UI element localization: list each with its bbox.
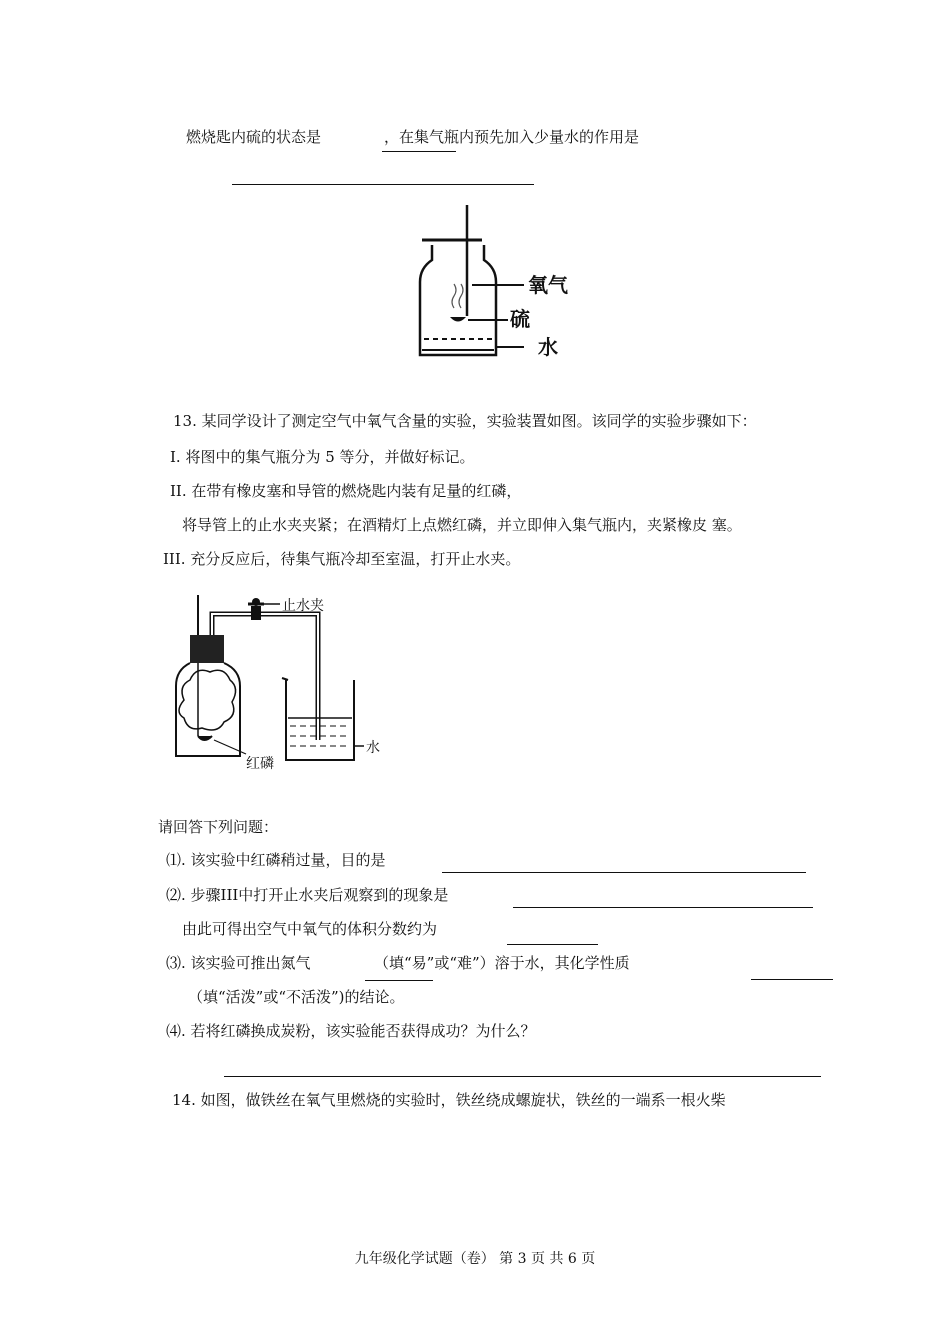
label-water: 水: [538, 335, 558, 359]
q13-sub3-blank-solubility[interactable]: [365, 980, 433, 981]
page-footer: 九年级化学试题（卷） 第 3 页 共 6 页: [354, 1251, 596, 1267]
q13-sub2: ⑵. 步骤III中打开止水夹后观察到的现象是: [166, 886, 449, 904]
q13-prompt: 请回答下列问题：: [158, 818, 279, 836]
q13-sub1: ⑴. 该实验中红磷稍过量，目的是: [166, 851, 386, 869]
q12-line1-part2: ，在集气瓶内预先加入少量水的作用是: [384, 128, 640, 146]
q13-step2-cont: 将导管上的止水夹夹紧；在酒精灯上点燃红磷，并立即伸入集气瓶内，夹紧橡皮 塞。: [182, 516, 742, 534]
phosphorus-apparatus-figure: [168, 590, 388, 770]
q13-step1: I. 将图中的集气瓶分为 5 等分，并做好标记。: [170, 448, 475, 466]
q13-sub2-cont: 由此可得出空气中氧气的体积分数约为: [182, 920, 438, 938]
q13-step3: III. 充分反应后，待集气瓶冷却至室温，打开止水夹。: [163, 550, 521, 568]
q13-sub4-blank[interactable]: [224, 1076, 821, 1077]
label-red-phosphorus: 红磷: [246, 756, 274, 770]
q13-sub3-cont: （填“活泼”或“不活泼”)的结论。: [188, 988, 405, 1006]
label-oxygen: 氧气: [528, 273, 568, 297]
q13-sub3-blank-activity[interactable]: [751, 979, 833, 980]
sulfur-combustion-figure: [412, 200, 592, 365]
q12-line1-part1: 燃烧匙内硫的状态是: [186, 128, 322, 146]
q13-sub3-part1: ⑶. 该实验可推出氮气: [166, 954, 311, 972]
q13-sub2-blank[interactable]: [513, 907, 813, 908]
q12-blank-sulfur-state[interactable]: [382, 151, 456, 152]
q13-sub2-cont-blank[interactable]: [507, 944, 598, 945]
label-water-beaker: 水: [366, 740, 380, 756]
q12-blank-water-purpose[interactable]: [232, 184, 534, 185]
label-clamp: 止水夹: [282, 598, 324, 614]
q13-intro: 13. 某同学设计了测定空气中氧气含量的实验，实验装置如图。该同学的实验步骤如下：: [173, 412, 757, 430]
q13-sub4: ⑷. 若将红磷换成炭粉，该实验能否获得成功？为什么？: [166, 1022, 536, 1040]
q13-step2: II. 在带有橡皮塞和导管的燃烧匙内装有足量的红磷，: [170, 482, 522, 500]
q13-sub3-part2: （填“易”或“难”）溶于水，其化学性质: [374, 954, 630, 972]
q13-sub1-blank[interactable]: [442, 872, 806, 873]
label-sulfur: 硫: [510, 307, 530, 331]
q14-line1: 14. 如图，做铁丝在氧气里燃烧的实验时，铁丝绕成螺旋状，铁丝的一端系一根火柴: [172, 1091, 726, 1109]
